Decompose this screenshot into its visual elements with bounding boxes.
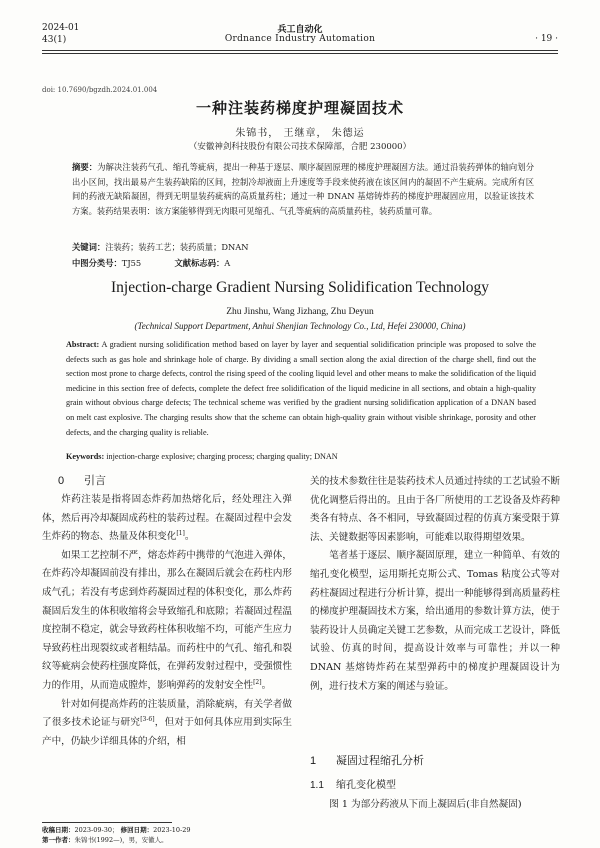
footnote-author (42, 835, 168, 845)
keywords-cn-label: 关键词： (72, 242, 106, 252)
clc-code: TJ55 (121, 258, 142, 268)
header-rule-thin (42, 53, 558, 54)
abstract-cn-text: 为解决注装药气孔、缩孔等疵病，提出一种基于逐层、顺序凝固原理的梯度护理凝固方法。通过沿装药弹体的轴向划分出小区间，找出最易产生装药缺陷的区间，控制冷却液面上升速度等手段来使药液在该区间内的凝固不产生疵病。完成所有区间的药液无缺陷凝固，得到无明显装药疵病的高质量药柱；通过一种 DNAN 基熔铸炸药的梯度护理凝固应用，以验证该技术方案。装药结果表明：该方案能够得到无肉眼可见缩孔、气孔等疵病的高质量药柱，装药质量可靠。 (72, 162, 534, 216)
authors-cn: 朱锦书， 王继章， 朱德运 (235, 128, 365, 139)
page-number: · 19 · (535, 34, 558, 44)
abstract-cn-label: 摘要： (72, 162, 98, 172)
affiliation-cn: （安徽神剑科技股份有限公司技术保障部，合肥 230000） (188, 142, 412, 152)
classification-cn (72, 257, 230, 269)
revised-label: 修回日期： (120, 826, 154, 834)
abstract-en-text: A gradient nursing solidification method based on layer by layer and sequential solidification principle was proposed to solve the defects such as gas hole and shrinkage hole of charge. By dividing a small section along the axial direction of the charge shell, find out the section most prone to charge defects, control the rising speed of the cooling liquid level and other means to make the solidification of the liquid medicine in this section free of defects, complete the defect free solidification of the liquid medicine in all sections, and obtain a high-quality grain without obvious charge defects; The technical scheme was verified by the gradient nursing solidification application of a DNAN based on melt cast explosive. The charging results show that the scheme can obtain high-quality grain without visible shrinkage, porosity and other defects, and the charging quality is reliable. (66, 340, 536, 437)
section-1-1-body (310, 796, 560, 815)
section-1-1-heading (310, 776, 396, 791)
section-1-number: 1 (310, 755, 317, 767)
citation[interactable]: [2] (253, 678, 262, 686)
paragraph (42, 547, 292, 696)
paragraph-text: 。 (261, 679, 272, 691)
section-1-1-title: 缩孔变化模型 (336, 780, 396, 791)
doc-code-label: 文献标志码： (174, 258, 225, 268)
keywords-cn-text: 注装药；装药工艺；装药质量；DNAN (105, 242, 249, 252)
right-column (310, 473, 560, 696)
article-title-cn: 一种注装药梯度护理凝固技术 (195, 99, 404, 117)
left-column (42, 491, 292, 751)
citation[interactable]: [3-6] (140, 715, 155, 723)
section-0-title: 引言 (84, 475, 106, 487)
footnote-dates (42, 825, 191, 835)
journal-title-en: Ordnance Industry Automation (224, 34, 376, 44)
author-label: 第一作者： (42, 836, 75, 844)
paragraph-text: 炸药注装是指将固态炸药加热熔化后，经处理注入弹体，然后再冷却凝固成药柱的装药过程。在凝固过程中会发生炸药的物态、热量及体积变化 (42, 494, 292, 543)
doi: doi: 10.7690/bgzdh.2024.01.004 (42, 86, 158, 94)
paragraph: 笔者基于逐层、顺序凝固原理，建立一种简单、有效的缩孔变化模型，运用斯托克斯公式、Tomas 粘度公式等对药柱凝固过程进行分析计算，提出一种能够得到高质量药柱的梯度护理凝固技术方案，给出通用的参数计算方法，使于装药设计人员确定关键工艺参数，从而完成工艺设计，降低试验、仿真的时间，提高设计效率与可靠性；并以一种 DNAN 基熔铸炸药在某型弹药中的梯度护理凝固设计为例，进行技术方案的阐述与验证。 (310, 550, 560, 692)
keywords-en (66, 452, 338, 461)
keywords-cn (72, 241, 249, 253)
section-1-title: 凝固过程缩孔分析 (336, 755, 424, 767)
section-1-heading (310, 752, 424, 768)
doc-code: A (224, 258, 231, 268)
keywords-en-text: injection-charge explosive; charging process; charging quality; DNAN (106, 452, 338, 461)
abstract-en-label: Abstract: (66, 340, 100, 349)
keywords-en-label: Keywords: (66, 452, 105, 461)
footnote-rule (42, 822, 172, 823)
abstract-en (66, 338, 536, 440)
header-volume-issue: 43(1) (42, 35, 67, 45)
author-info: 朱锦书(1992—)，男，安徽人。 (74, 836, 168, 844)
paragraph (42, 491, 292, 547)
received-date: 2023-09-30； (74, 826, 119, 834)
authors-en: Zhu Jinshu, Wang Jizhang, Zhu Deyun (226, 307, 374, 317)
article-title-en: Injection-charge Gradient Nursing Solidification Technology (111, 279, 489, 296)
paragraph (42, 696, 292, 752)
revised-date: 2023-10-29 (153, 826, 191, 834)
paragraph-text: ，但对于如何具体应用到实际生产中，仍缺少详细具体的介绍，相 (42, 717, 293, 747)
header-year-month: 2024-01 (42, 23, 80, 33)
paragraph: 关的技术参数往往是装药技术人员通过持续的工艺试验不断优化调整后得出的。且由于各厂所使用的工艺设备及炸药种类各有特点、各不相同，导致凝固过程的仿真方案受限于算法、关键数据等因素影响，可能难以取得期望效果。 (310, 476, 560, 543)
affiliation-en: (Technical Support Department, Anhui Shenjian Technology Co., Ltd, Hefei 230000, China) (134, 321, 466, 331)
section-0-number: 0 (58, 475, 65, 487)
journal-title-cn: 兵工自动化 (277, 25, 323, 35)
section-0-heading (58, 472, 106, 488)
paragraph: 图 1 为部分药液从下而上凝固后(非自然凝固) (329, 799, 522, 810)
citation[interactable]: [1] (176, 530, 185, 537)
paragraph-text: 针对如何提高炸药的注装质量，消除疵病，有关学者做了很多技术论证与研究 (42, 698, 292, 729)
header-rule (42, 50, 558, 51)
clc-label: 中图分类号： (72, 258, 122, 268)
abstract-cn (72, 160, 534, 218)
received-label: 收稿日期： (42, 826, 75, 834)
section-1-1-number: 1.1 (310, 780, 324, 791)
paragraph-text: 。 (184, 531, 195, 543)
paragraph-text: 如果工艺控制不严，熔态炸药中携带的气泡进入弹体，在炸药冷却凝固前没有排出，那么在凝固后就会在药柱内形成气孔；若没有考虑到炸药凝固过程的体积变化，那么炸药凝固后发生的体积收缩将会导致缩孔和底隙；若凝固过程温度控制不稳定，就会导致药柱体积收缩不均，可能产生应力导致药柱出现裂纹或者粗结晶。而药柱中的气孔、缩孔和裂纹等疵病会使药柱强度降低，在弹药发射过程中，受强惯性力的作用，从而造成膛炸，影响弹药的发射安全性 (42, 549, 292, 691)
